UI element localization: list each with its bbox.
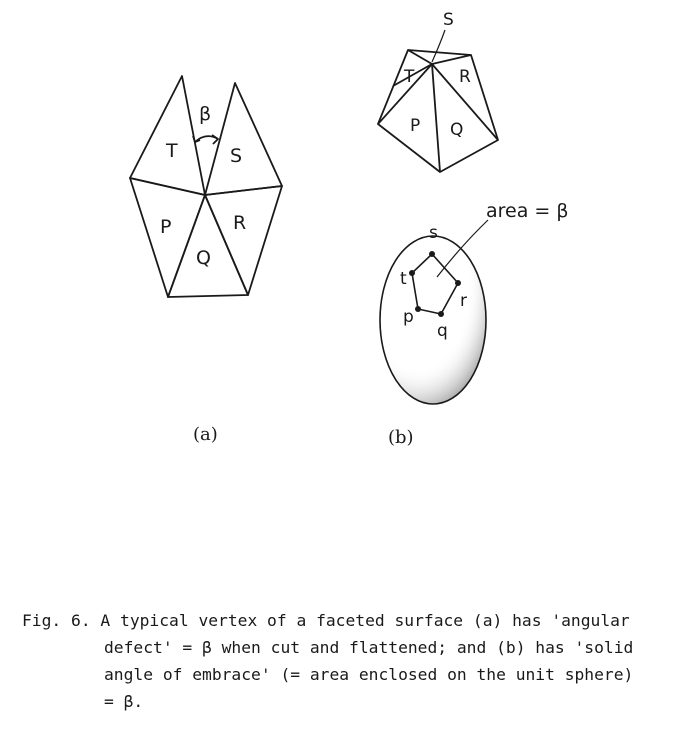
- edge-q: [432, 64, 440, 172]
- pyramid-label-r: R: [459, 67, 471, 87]
- sphere-label-s: s: [429, 223, 438, 243]
- edge-s-right: [432, 55, 471, 64]
- face-label-s: S: [230, 145, 243, 167]
- sphere: [380, 236, 486, 404]
- point-p: [415, 306, 421, 312]
- face-t: [130, 76, 205, 195]
- face-label-q: Q: [196, 247, 211, 269]
- angle-label-beta: β: [199, 103, 212, 125]
- figure-b-pyramid: [378, 30, 498, 172]
- face-r: [205, 186, 282, 295]
- pyramid-label-s: S: [443, 10, 454, 30]
- caption-line-2: defect' = β when cut and flattened; and (b) has 'solid: [104, 638, 634, 657]
- face-label-t: T: [166, 140, 178, 162]
- face-q: [168, 195, 248, 297]
- caption-line-1: Fig. 6. A typical vertex of a faceted surface (a) has 'angular: [22, 611, 630, 630]
- pyramid-label-p: P: [410, 116, 421, 136]
- sublabel-b: (b): [388, 427, 414, 448]
- pyramid-label-q: Q: [450, 120, 464, 140]
- point-r: [455, 280, 461, 286]
- leader-s: [432, 30, 445, 62]
- point-q: [438, 311, 444, 317]
- face-label-r: R: [233, 212, 247, 234]
- pyramid-label-t: T: [404, 67, 415, 87]
- sphere-label-q: q: [437, 321, 448, 341]
- sphere-label-r: r: [460, 291, 467, 311]
- angle-arrow-right: [212, 135, 218, 144]
- figure-caption: [22, 607, 667, 715]
- caption-line-3: angle of embrace' (= area enclosed on the unit sphere): [104, 665, 634, 684]
- point-t: [409, 270, 415, 276]
- sphere-label-t: t: [400, 269, 407, 289]
- caption-line-4: = β.: [104, 692, 144, 711]
- figure-b-unit-sphere: [380, 220, 488, 404]
- sphere-label-p: p: [403, 307, 414, 327]
- area-label: area = β: [486, 200, 569, 222]
- sublabel-a: (a): [193, 424, 218, 445]
- face-label-p: P: [160, 216, 172, 238]
- point-s: [429, 251, 435, 257]
